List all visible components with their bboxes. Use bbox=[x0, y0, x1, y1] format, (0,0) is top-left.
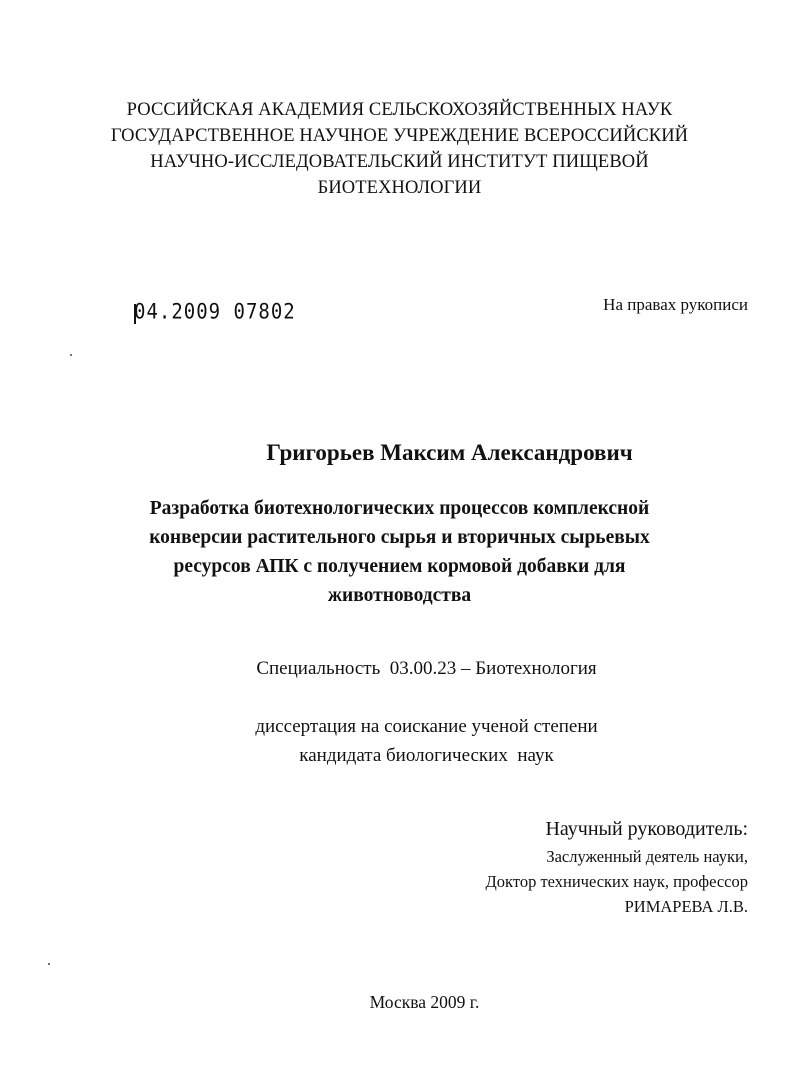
title-line-2: конверсии растительного сырья и вторичных сырьевых bbox=[149, 527, 650, 548]
degree-statement bbox=[27, 712, 799, 770]
scan-speck bbox=[48, 963, 50, 965]
institution-line-2: ГОСУДАРСТВЕННОЕ НАУЧНОЕ УЧРЕЖДЕНИЕ ВСЕРОССИЙСКИЙ bbox=[110, 126, 689, 146]
dissertation-title bbox=[0, 494, 799, 610]
author-name: Григорьев Максим Александрович bbox=[266, 440, 633, 465]
title-line-1: Разработка биотехнологических процессов комплексной bbox=[149, 498, 650, 519]
institution-line-1: РОССИЙСКАЯ АКАДЕМИЯ СЕЛЬСКОХОЗЯЙСТВЕННЫХ НАУК bbox=[126, 100, 673, 120]
scan-speck bbox=[70, 354, 72, 356]
advisor-honor: Заслуженный деятель науки, bbox=[546, 847, 748, 866]
advisor-rank: Доктор технических наук, профессор bbox=[485, 872, 748, 891]
degree-line-1: диссертация на соискание ученой степени bbox=[255, 716, 598, 737]
title-line-3: ресурсов АПК с получением кормовой добавки для bbox=[173, 556, 626, 577]
institution-header bbox=[0, 97, 799, 201]
place-and-year: Москва 2009 г. bbox=[369, 992, 480, 1012]
registration-stamp: 04.2009 07802 bbox=[134, 299, 296, 325]
title-line-4: животноводства bbox=[327, 585, 472, 606]
scientific-advisor bbox=[486, 818, 748, 919]
advisor-heading: Научный руководитель: bbox=[545, 818, 748, 840]
specialty: Специальность 03.00.23 – Биотехнология bbox=[256, 658, 597, 679]
rights-note: На правах рукописи bbox=[603, 295, 748, 314]
institution-line-3: НАУЧНО-ИССЛЕДОВАТЕЛЬСКИЙ ИНСТИТУТ ПИЩЕВОЙ bbox=[150, 152, 649, 172]
degree-line-2: кандидата биологических наук bbox=[299, 745, 554, 766]
institution-line-4: БИОТЕХНОЛОГИИ bbox=[317, 178, 482, 198]
advisor-name: РИМАРЕВА Л.В. bbox=[624, 897, 748, 916]
